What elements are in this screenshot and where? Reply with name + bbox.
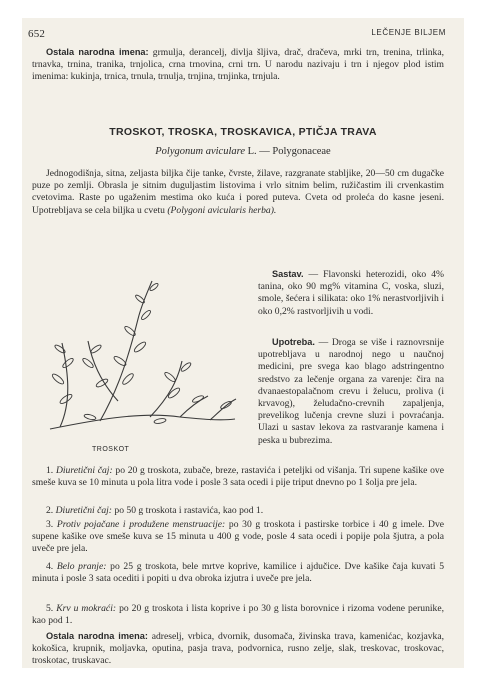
usage-paragraph (258, 336, 444, 447)
recipe-title: Diuretični čaj: (55, 505, 113, 516)
entry-title: TROSKOT, TROSKA, TROSKAVICA, PTIČJA TRAVA (109, 126, 377, 138)
folk-names-label: Ostala narodna imena: (46, 47, 149, 57)
recipe-text: po 25 g troskota, bele mrtve koprive, kamilice i ajdučice. Dve kašike čaja kuvati 5 minuta i posle 3 sata ocediti i popiti u dva obroka izjutra i uveče pre jela. (32, 561, 444, 585)
recipe-item (32, 603, 444, 627)
folk-names-troskot (32, 630, 444, 668)
composition-label: Sastav. (272, 269, 304, 279)
recipe-number: 2. (46, 505, 54, 516)
plant-description (32, 168, 444, 217)
usage-label: Upotreba. (272, 337, 315, 347)
page-number: 652 (28, 28, 46, 40)
recipe-text: po 20 g troskota, zubače, breze, rastavića i peteljki od višanja. Tri supene kašike ove smeše kuva se 10 minuta u pola litra vode i posle 3 sata ocedi i pije triput dnevno po 1 šolja pre jela. (32, 465, 444, 489)
latin-name: Polygonum aviculare (155, 146, 245, 157)
folk-names-previous-entry (32, 46, 444, 84)
recipe-item (32, 465, 444, 489)
composition-paragraph (258, 268, 444, 318)
recipe-item (32, 505, 444, 517)
recipe-text: po 20 g troskota i lista koprive i po 30 g lista borovnice i rizoma vodene perunike, kao pod 1. (32, 603, 444, 627)
recipe-number: 1. (46, 465, 54, 476)
recipe-text: po 50 g troskota i rastavića, kao pod 1. (114, 505, 264, 516)
recipe-number: 3. (46, 519, 54, 530)
recipe-title: Belo pranje: (56, 561, 107, 572)
figure-caption: TROSKOT (92, 446, 130, 453)
recipe-number: 4. (46, 561, 54, 572)
running-head: LEČENJE BILJEM (371, 28, 446, 37)
recipe-number: 5. (46, 603, 54, 614)
description-text: Jednogodišnja, sitna, zeljasta biljka čije tanke, čvrste, žilave, razgranate stabljike, 20—50 cm dugačke puze po zemlji. Obrasla je sitnim duguljastim listovima i vrlo sitnim belim, ružičastim ili crvenkastim cvetovima. Raste po ugaženim mestima oko kuća i pored puteva. Cveta od proleća do kasne jeseni. Upotrebljava se cela biljka u cvetu (32, 168, 444, 216)
composition-text: — Flavonski heterozidi, oko 4% tanina, oko 90 mg% vitamina C, voska, sluzi, smole, šećera i silikata: oko 1% nerastvorljivih i oko 0,2% rastvorljivih u vodi. (258, 269, 444, 317)
folk-names-text: grmulja, derancelj, divlja šljiva, drač, dračeva, mrki trn, trenina, trlinka, trnavka, trnina, tranika, trnjolica, crna trnovina, crni trn. U narodu nazivaju i trn i njegov plod istim imenima: kukinja, trnica, trnula, trnulja, trnjina, trnjinka, trnjula. (32, 47, 444, 83)
recipe-text: po 30 g troskota i pastirske torbice i 40 g imele. Dve supene kašike ove smeše kuva se 15 minuta u 400 g vode, posle 4 sata ocedi i popije pola šjutra, a pola uveče pre jela. (32, 519, 445, 555)
book-page (22, 18, 464, 668)
recipe-title: Protiv pojačane i produžene menstruacije: (56, 519, 226, 530)
entry-subtitle (22, 146, 464, 157)
recipe-item (32, 561, 444, 585)
usage-text: — Droga se više i raznovrsnije upotrebljava u narodnoj nego u naučnoj medicini, pre svega kao blago adstringentno sredstvo za lečenje organa za varenje: čira na dvanaestopalačnom crevu i želucu, proliva (i krvavog), želudačno-crevnih zapaljenja, prevelikog lučenja crevne sluzi i povraćanja. Ulazi u sastav lekova za rastvaranje kamena i peska u bubrezima. (258, 337, 444, 446)
folk-names-label: Ostala narodna imena: (46, 631, 148, 641)
recipe-title: Krv u mokraći: (56, 603, 117, 614)
recipe-title: Diuretični čaj: (55, 465, 113, 476)
knotgrass-illustration (30, 271, 240, 441)
latin-author-family: L. — Polygonaceae (247, 146, 331, 157)
plant-leaves (51, 282, 232, 424)
description-latin: (Polygoni avicularis herba). (167, 204, 277, 216)
folk-names-text: adreselj, vrbica, dvornik, dusomača, živinska trava, kamenićac, kozjavka, kokošica, krupnik, moljavka, oputina, pasja trava, podvornica, rusno zelje, slak, treskovac, troskovac, troskotac, truskavac. (32, 631, 444, 667)
recipe-item (32, 519, 444, 556)
